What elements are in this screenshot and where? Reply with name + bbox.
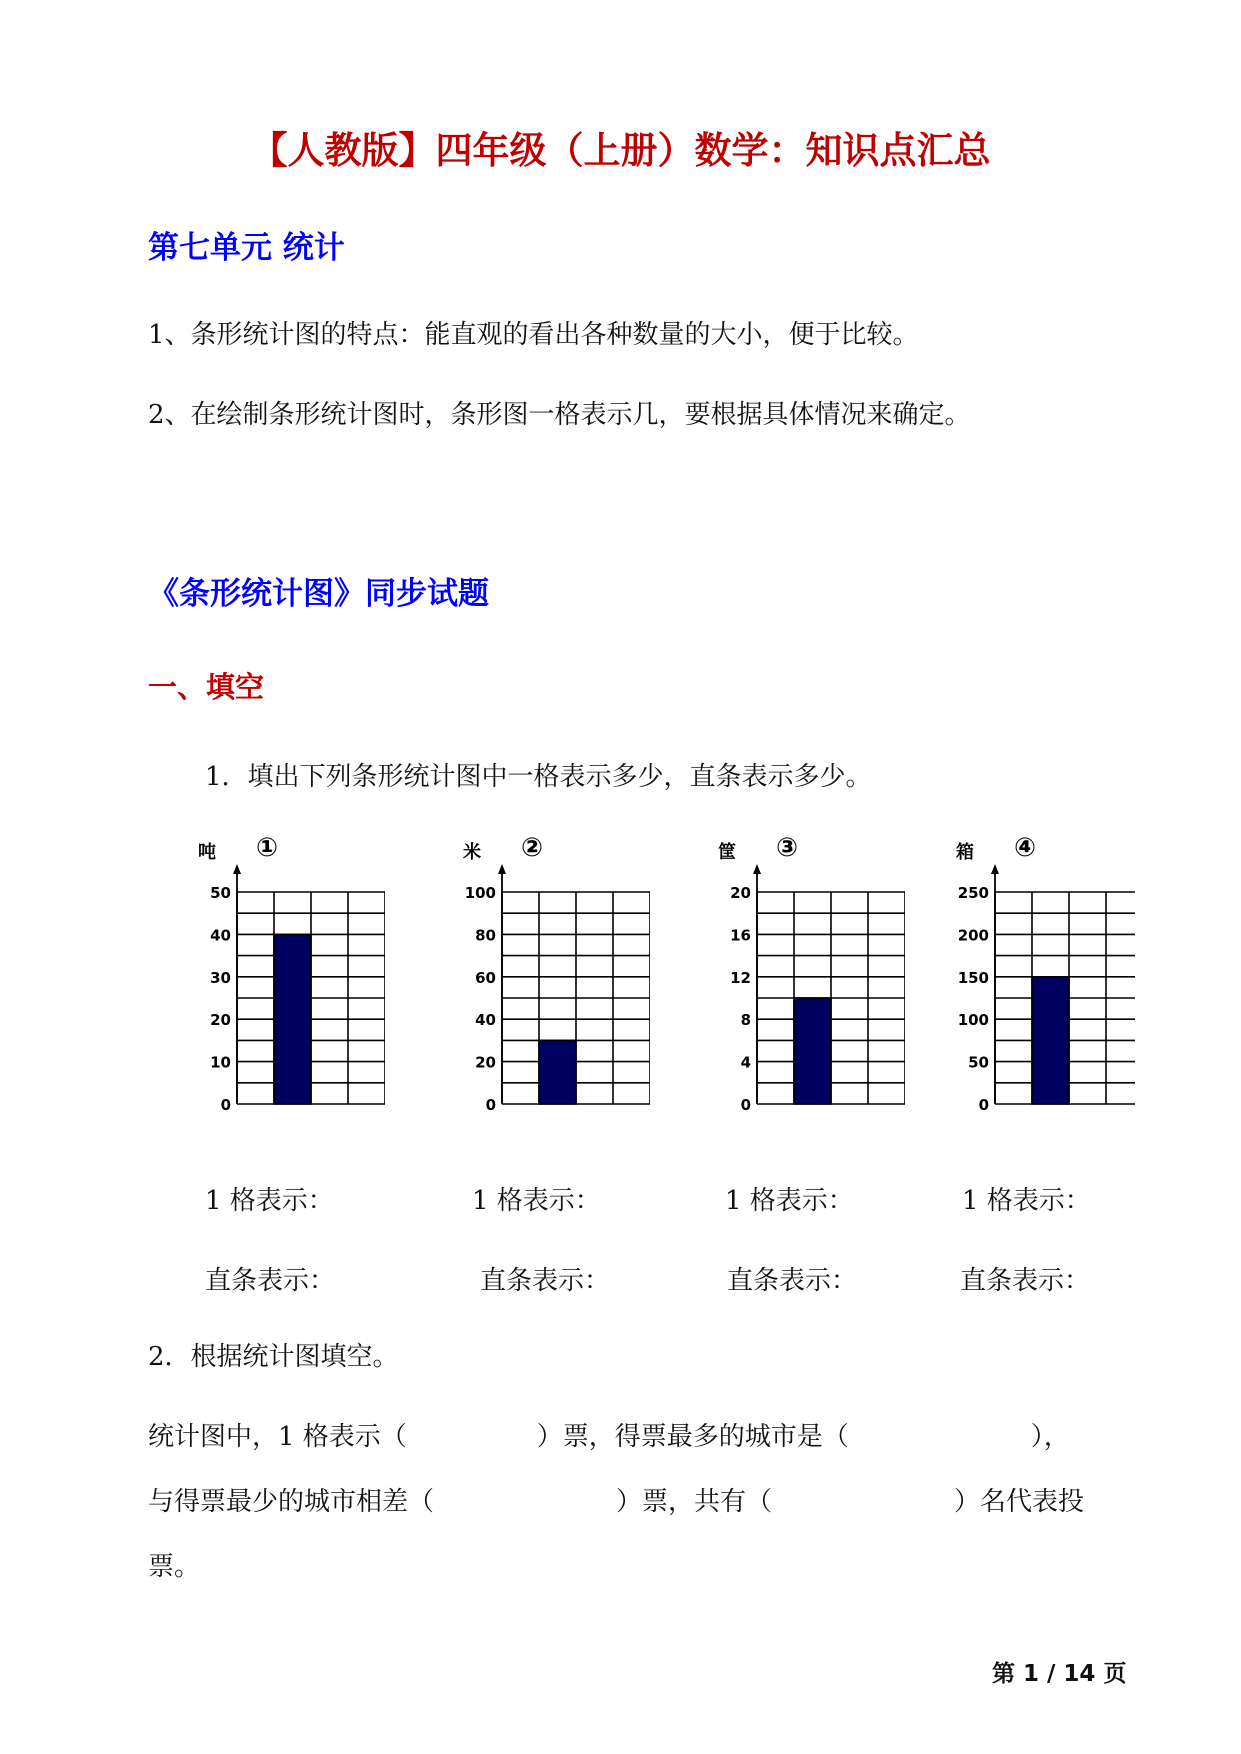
y-tick-label: 0 [220, 1096, 231, 1114]
question-2-line-2: 与得票最少的城市相差（ ）票，共有（ ）名代表投 [148, 1487, 1085, 1517]
y-tick-label: 100 [464, 884, 496, 902]
y-tick-label: 150 [957, 968, 989, 987]
page-title: 【人教版】四年级（上册）数学：知识点汇总 [250, 129, 991, 172]
y-tick-label: 16 [730, 926, 751, 945]
bar [1032, 977, 1069, 1104]
y-axis-arrow [753, 864, 761, 874]
chart-1-svg [165, 830, 385, 1130]
bar-label-4: 直条表示： [960, 1266, 1091, 1296]
y-tick-label: 50 [210, 884, 231, 902]
unit-heading: 第七单元 统计 [148, 230, 345, 266]
y-tick-label: 0 [485, 1096, 496, 1114]
bar-label-1: 直条表示： [205, 1266, 336, 1296]
y-tick-label: 100 [957, 1011, 989, 1030]
unit-label: 吨 [198, 842, 216, 863]
chart-number: ① [255, 833, 279, 863]
chart-2 [430, 830, 650, 1130]
chart-number: ④ [1013, 833, 1037, 863]
y-tick-label: 0 [978, 1096, 989, 1114]
unit-label: 箱 [956, 842, 974, 863]
bar [274, 934, 311, 1104]
question-2-line-1: 统计图中，1 格表示（ ）票，得票最多的城市是（ ）， [148, 1422, 1070, 1452]
y-tick-label: 40 [210, 926, 231, 945]
section-heading: 一、填空 [148, 670, 265, 704]
cell-label-2: 1 格表示： [472, 1186, 601, 1216]
point-2: 2、在绘制条形统计图时，条形图一格表示几，要根据具体情况来确定。 [148, 400, 971, 430]
y-tick-label: 60 [475, 968, 496, 987]
y-tick-label: 20 [210, 1011, 231, 1030]
y-axis-arrow [991, 864, 999, 874]
bar-label-2: 直条表示： [480, 1266, 611, 1296]
y-tick-label: 20 [475, 1053, 496, 1072]
chart-4 [915, 830, 1135, 1130]
exercise-heading: 《条形统计图》同步试题 [148, 576, 489, 612]
page-number: 第 1 / 14 页 [992, 1661, 1127, 1687]
y-tick-label: 4 [740, 1053, 751, 1072]
bar [539, 1040, 576, 1104]
unit-label: 米 [463, 842, 481, 863]
cell-label-3: 1 格表示： [725, 1186, 854, 1216]
y-tick-label: 30 [210, 968, 231, 987]
y-tick-label: 80 [475, 926, 496, 945]
y-tick-label: 8 [740, 1011, 751, 1030]
y-tick-label: 50 [968, 1053, 989, 1072]
y-tick-label: 250 [957, 884, 989, 902]
chart-number: ② [520, 833, 544, 863]
question-1: 1．填出下列条形统计图中一格表示多少，直条表示多少。 [205, 762, 872, 792]
cell-label-1: 1 格表示： [205, 1186, 334, 1216]
chart-3-svg [685, 830, 905, 1130]
chart-1 [165, 830, 385, 1130]
question-2-line-3: 票。 [148, 1552, 201, 1582]
point-1: 1、条形统计图的特点：能直观的看出各种数量的大小，便于比较。 [148, 320, 919, 350]
chart-4-svg [915, 830, 1135, 1130]
y-tick-label: 20 [730, 884, 751, 902]
question-2: 2．根据统计图填空。 [148, 1342, 399, 1372]
y-tick-label: 10 [210, 1053, 231, 1072]
chart-2-svg [430, 830, 650, 1130]
chart-number: ③ [775, 833, 799, 863]
y-tick-label: 12 [730, 968, 751, 987]
y-axis-arrow [498, 864, 506, 874]
unit-label: 筐 [718, 842, 736, 863]
y-tick-label: 40 [475, 1011, 496, 1030]
cell-label-4: 1 格表示： [962, 1186, 1091, 1216]
y-tick-label: 200 [957, 926, 989, 945]
y-axis-arrow [233, 864, 241, 874]
y-tick-label: 0 [740, 1096, 751, 1114]
bar [794, 998, 831, 1104]
chart-3 [685, 830, 905, 1130]
bar-label-3: 直条表示： [727, 1266, 858, 1296]
